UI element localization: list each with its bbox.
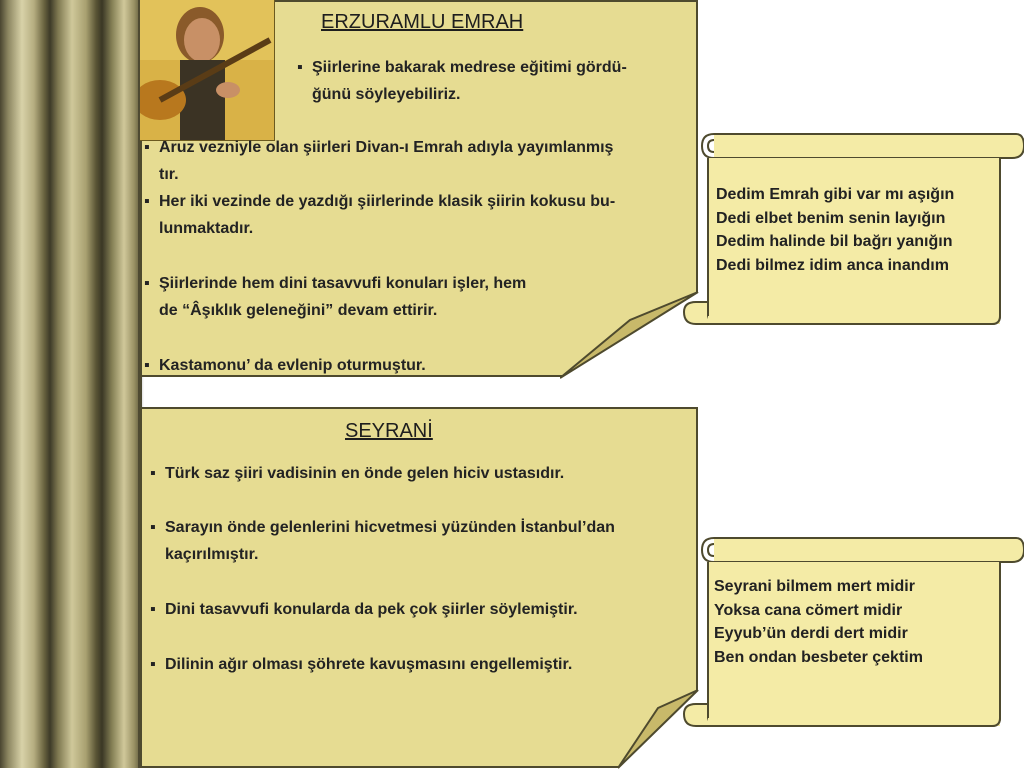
seyrani-poem-line-4: Ben ondan besbeter çektim bbox=[714, 648, 923, 666]
seyrani-title: SEYRANİ bbox=[345, 420, 433, 442]
seyrani-poem-line-3: Eyyub’ün derdi dert midir bbox=[714, 625, 908, 642]
emrah-poem-line-1: Dedim Emrah gibi var mı aşığın bbox=[716, 186, 955, 203]
decorative-pillars bbox=[0, 0, 142, 768]
emrah-poem-line-2: Dedi elbet benim senin layığın bbox=[716, 209, 946, 227]
emrah-poem-line-4: Dedi bilmez idim anca inandım bbox=[716, 256, 949, 274]
emrah-bullet-1: ▪ Şiirlerine bakarak medrese eğitimi gördü- bbox=[312, 57, 627, 79]
emrah-title: ERZURAMLU EMRAH bbox=[321, 11, 524, 33]
emrah-poem bbox=[716, 183, 954, 277]
emrah-bullet-2: ▪ Aruz vezniyle olan şiirleri Divan-ı Emrah adıyla yayımlanmış bbox=[159, 137, 613, 159]
seyrani-bullet-2-cont: kaçırılmıştır. bbox=[165, 546, 259, 563]
emrah-bullet-3-cont: lunmaktadır. bbox=[159, 220, 254, 237]
emrah-bullet-4-cont: de “Âşıklık geleneğini” devam ettirir. bbox=[159, 302, 438, 319]
seyrani-bullet-1: ▪ Türk saz şiiri vadisinin en önde gelen hiciv ustasıdır. bbox=[165, 463, 564, 485]
seyrani-bullet-3: ▪ Dini tasavvufi konularda da pek çok şiirler söylemiştir. bbox=[165, 599, 578, 621]
emrah-bullet-1-cont: ğünü söyleyebiliriz. bbox=[312, 86, 461, 103]
emrah-bullet-4: ▪ Şiirlerinde hem dini tasavvufi konuları işler, hem bbox=[159, 273, 526, 295]
seyrani-panel bbox=[140, 407, 698, 768]
seyrani-poem-line-1: Seyrani bilmem mert midir bbox=[714, 578, 915, 595]
seyrani-bullet-2: ▪ Sarayın önde gelenlerini hicvetmesi yüzünden İstanbul’dan bbox=[165, 517, 615, 539]
emrah-portrait bbox=[140, 0, 275, 141]
emrah-bullet-5: ▪ Kastamonu’ da evlenip oturmuştur. bbox=[159, 355, 426, 377]
emrah-poem-line-3: Dedim halinde bil bağrı yanığın bbox=[716, 233, 953, 250]
emrah-bullet-2-cont: tır. bbox=[159, 166, 179, 183]
seyrani-poem bbox=[714, 575, 923, 669]
emrah-page-fold bbox=[560, 290, 700, 380]
seyrani-bullet-4: ▪ Dilinin ağır olması şöhrete kavuşmasını engellemiştir. bbox=[165, 654, 572, 676]
emrah-bullet-3: ▪ Her iki vezinde de yazdığı şiirlerinde klasik şiirin kokusu bu- bbox=[159, 191, 615, 213]
seyrani-poem-line-2: Yoksa cana cömert midir bbox=[714, 601, 903, 619]
